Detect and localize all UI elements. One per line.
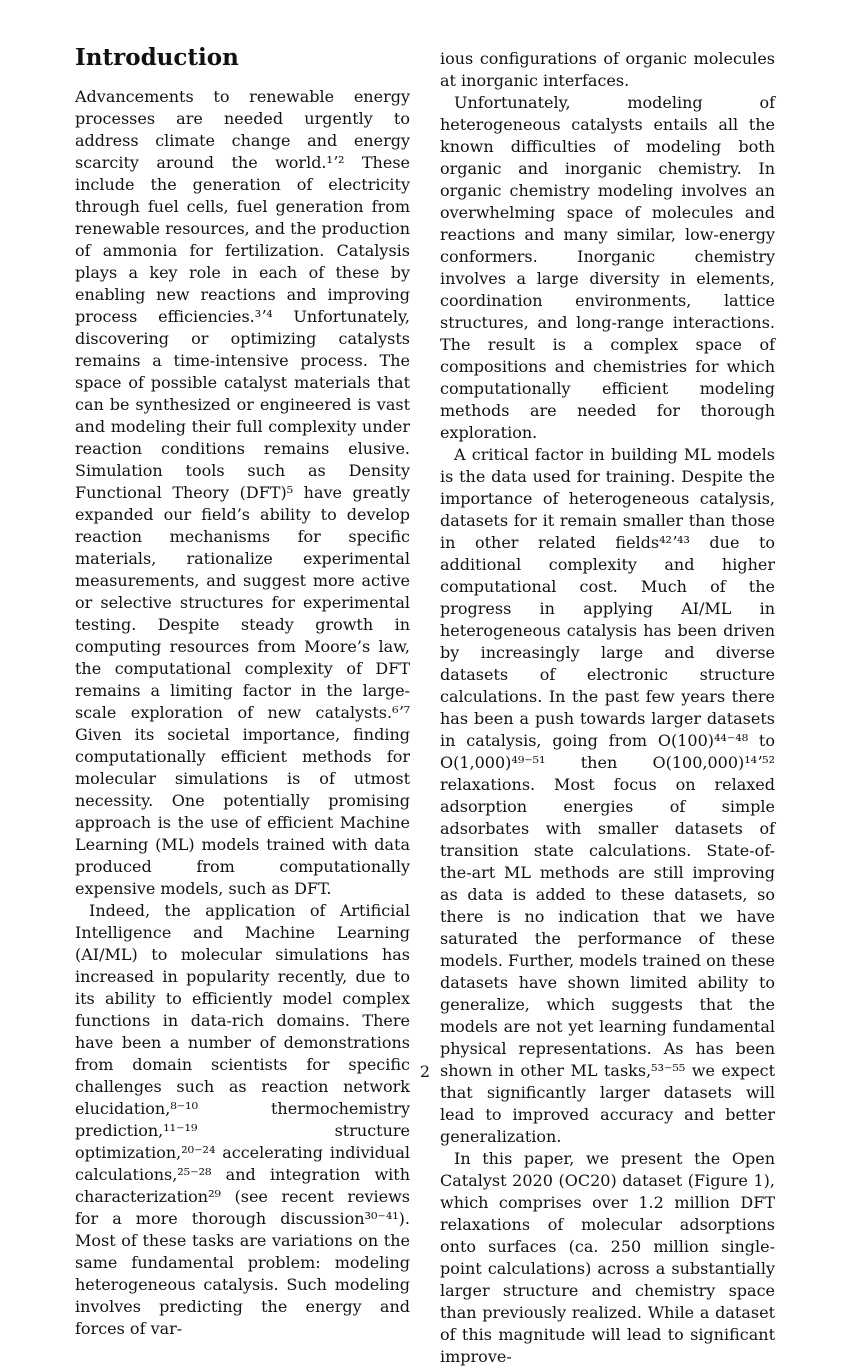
paragraph: Advancements to renewable energy processes are needed urgently to address climate change and energy scarcity around the world.¹ʼ² These include the generation of electricity through fuel cells, fuel generation from renewable resources, and the production of ammonia for fertilization. Catalysis plays a key role in each of these by enabling new reactions and improving process efficiencies.³ʼ⁴ Unfortunately, discovering or optimizing catalysts remains a time-intensive process. The space of possible catalyst materials that can be synthesized or engineered is vast and modeling their full complexity under reaction conditions remains elusive. Simulation tools such as Density Functional Theory (DFT)⁵ have greatly expanded our field’s ability to develop reaction mechanisms for specific materials, rationalize experimental measurements, and suggest more active or selective structures for experimental testing. Despite steady growth in computing resources from Moore’s law, the computational complexity of DFT remains a limiting factor in the large-scale exploration of new catalysts.⁶ʼ⁷ Given its societal importance, finding computationally efficient methods for molecular simulations is of utmost necessity. One potentially promising approach is the use of efficient Machine Learning (ML) models trained with data produced from computationally expensive models, such as DFT. xyxy=(75,87,410,898)
left-column xyxy=(75,40,410,1340)
paragraph: A critical factor in building ML models is the data used for training. Despite the importance of heterogeneous catalysis, datasets for it remain smaller than those in other related fields⁴²ʼ⁴³ due to additional complexity and higher computational cost. Much of the progress in applying AI/ML in heterogeneous catalysis has been driven by increasingly large and diverse datasets of electronic structure calculations. In the past few years there has been a push towards larger datasets in catalysis, going from O(100)⁴⁴⁻⁴⁸ to O(1,000)⁴⁹⁻⁵¹ then O(100,000)¹⁴ʼ⁵² relaxations. Most focus on relaxed adsorption energies of simple adsorbates with smaller datasets of transition state calculations. State-of-the-art ML methods are still improving as data is added to these datasets, so there is no indication that we have saturated the performance of these models. Further, models trained on these datasets have shown limited ability to generalize, which suggests that the models are not yet learning fundamental physical representations. As has been shown in other ML tasks,⁵³⁻⁵⁵ we expect that significantly larger datasets will lead to improved accuracy and better generalization. xyxy=(440,445,776,1146)
paragraph: In this paper, we present the Open Catalyst 2020 (OC20) dataset (Figure 1), which comprises over 1.2 million DFT relaxations of molecular adsorptions onto surfaces (ca. 250 million single-point calculations) across a substantially larger structure and chemistry space than previously realized. While a dataset of this magnitude will lead to significant improve- xyxy=(440,1149,775,1366)
section-title: Introduction xyxy=(75,44,239,71)
paragraph: ious configurations of organic molecules at inorganic interfaces. xyxy=(440,49,775,90)
right-column xyxy=(440,48,775,1368)
page-number: 2 xyxy=(419,1062,431,1081)
paragraph: Indeed, the application of Artificial Intelligence and Machine Learning (AI/ML) to molecular simulations has increased in popularity recently, due to its ability to efficiently model complex functions in data-rich domains. There have been a number of demonstrations from domain scientists for specific challenges such as reaction network elucidation,⁸⁻¹⁰ thermochemistry prediction,¹¹⁻¹⁹ structure optimization,²⁰⁻²⁴ accelerating individual calculations,²⁵⁻²⁸ and integration with characterization²⁹ (see recent reviews for a more thorough discussion³⁰⁻⁴¹). Most of these tasks are variations on the same fundamental problem: modeling heterogeneous catalysis. Such modeling involves predicting the energy and forces of var- xyxy=(75,901,410,1338)
paragraph: Unfortunately, modeling of heterogeneous catalysts entails all the known difficulties of modeling both organic and inorganic chemistry. In organic chemistry modeling involves an overwhelming space of molecules and reactions and many similar, low-energy conformers. Inorganic chemistry involves a large diversity in elements, coordination environments, lattice structures, and long-range interactions. The result is a complex space of compositions and chemistries for which computationally efficient modeling methods are needed for thorough exploration. xyxy=(440,93,775,442)
